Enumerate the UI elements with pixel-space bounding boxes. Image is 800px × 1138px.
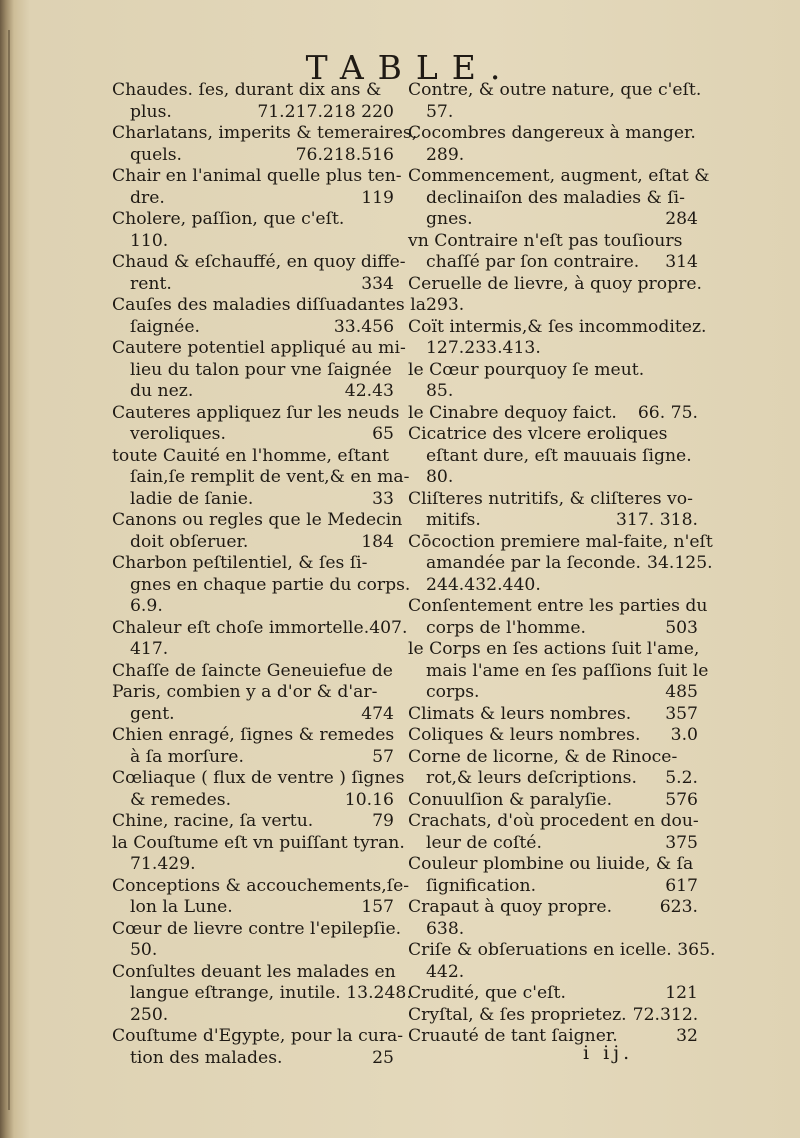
index-line [408, 381, 698, 403]
index-line-text: Conſentement entre les parties du [408, 596, 708, 616]
index-line [408, 338, 698, 360]
index-line [112, 510, 403, 532]
index-line [112, 790, 394, 812]
index-line-text: la Couſtume eſt vn puiſſant tyran. [112, 832, 405, 853]
index-line-text: rent. [130, 273, 172, 294]
index-line [408, 467, 698, 489]
index-line [408, 360, 698, 382]
index-line-text: quels. [130, 144, 183, 165]
index-line [408, 854, 698, 876]
index-line [112, 704, 394, 726]
index-line-text: Ceruelle de lievre, à quoy propre. [408, 273, 702, 294]
index-line [112, 295, 426, 317]
index-line [112, 381, 394, 403]
index-line [112, 962, 394, 984]
index-line-page-ref: 3.0 [670, 725, 698, 745]
index-line [408, 510, 698, 532]
index-column-left [112, 80, 426, 1069]
index-line-text: 6.9. [130, 596, 163, 616]
index-line-text: 417. [130, 639, 169, 659]
index-line [408, 446, 698, 468]
index-line-page-ref: 121 [665, 983, 698, 1003]
index-line-text: Crudité, que c'eſt. [408, 983, 566, 1003]
index-line [408, 919, 698, 941]
index-line-text: Coït intermis,& ſes incommoditez. [408, 316, 707, 337]
index-line [408, 983, 698, 1005]
index-line-text: ladie de ſanie. [130, 488, 254, 509]
index-line [408, 790, 698, 812]
index-line-text: lon la Lune. [130, 897, 233, 917]
index-line [112, 145, 394, 167]
index-line-text: Coliques & leurs nombres. [408, 725, 641, 745]
index-line-text: declinaiſon des maladies & ſi- [426, 187, 685, 208]
index-line-text: dre. [130, 187, 165, 208]
index-line-text: 289. [426, 144, 465, 165]
index-line-page-ref: 617 [665, 875, 698, 896]
index-line-text: Cliſteres nutritifs, & cliſteres vo- [408, 488, 693, 509]
index-line [112, 918, 402, 941]
index-line [408, 102, 698, 124]
index-line-text: Chien enragé, ſignes & remedes [112, 725, 395, 745]
index-line [112, 252, 406, 274]
index-line-text: Chair en l'animal quelle plus ten- [112, 166, 402, 186]
index-line [112, 747, 394, 769]
index-line [112, 983, 412, 1005]
index-line [408, 273, 702, 296]
index-line-text: lieu du talon pour vne ſaignée [130, 359, 392, 380]
signature-mark: i ij. [583, 1042, 634, 1064]
index-line-page-ref: 79 [372, 811, 394, 831]
index-line-page-ref: 317. 318. [615, 510, 698, 530]
index-line-text: Crachats, d'où procedent en dou- [408, 811, 699, 831]
index-line-text: Contre, & outre nature, que c'eſt. [408, 80, 702, 100]
index-line-text: 85. [426, 381, 454, 401]
index-line [112, 639, 394, 661]
index-line-text: & remedes. [130, 789, 232, 810]
index-line [112, 123, 418, 145]
index-line-text: toute Cauité en l'homme, eſtant [112, 445, 390, 466]
index-line-text: Cruauté de tant ſaigner. [408, 1026, 618, 1046]
index-line [408, 1026, 698, 1048]
index-line [408, 897, 698, 919]
index-line [408, 531, 713, 554]
index-line [408, 639, 698, 661]
index-line [408, 1005, 698, 1027]
index-line-text: le Cœur pourquoy ſe meut. [408, 359, 645, 380]
index-line [112, 1048, 394, 1070]
index-line-page-ref: 503 [665, 617, 698, 638]
index-line [112, 338, 406, 360]
index-line [408, 123, 698, 145]
index-line [408, 725, 698, 747]
index-line-text: Commencement, augment, eſtat & [408, 166, 710, 186]
index-line-text: Cōcoction premiere mal-faite, n'eſt [408, 531, 713, 552]
index-line-text: Crapaut à quoy propre. [408, 897, 613, 917]
index-line-text: Conſultes deuant les malades en [112, 961, 396, 982]
index-line-page-ref: 33.456 [333, 316, 394, 337]
index-line [408, 295, 698, 317]
index-line [112, 832, 405, 855]
index-line-text: vn Contraire n'eſt pas touſiours [408, 230, 683, 251]
index-column-right [408, 80, 716, 1048]
index-line-text: 80. [426, 467, 454, 487]
index-line-text: Chaudes. ſes, durant dix ans & [112, 80, 382, 100]
index-line [112, 188, 394, 210]
index-line-page-ref: 34.125. [647, 553, 713, 573]
index-line [112, 1026, 404, 1048]
index-line-text: doit obſeruer. [130, 531, 249, 552]
index-line-page-ref: 71.217.218 220 [257, 101, 394, 122]
index-line [408, 940, 716, 962]
index-line-page-ref: 314 [665, 252, 698, 272]
index-line [408, 403, 698, 425]
index-line-page-ref: 5.2. [665, 768, 698, 788]
index-line-text: eſtant dure, eſt mauuais ſigne. [426, 445, 692, 466]
index-line [112, 553, 394, 575]
index-line-text: du nez. [130, 381, 194, 401]
index-line-page-ref: 66. 75. [637, 402, 698, 423]
index-line [408, 209, 698, 231]
index-line [408, 489, 698, 511]
index-line-page-ref: 334 [361, 273, 394, 294]
index-line [408, 747, 698, 769]
index-line [408, 80, 702, 102]
index-line [408, 188, 698, 210]
index-line [112, 574, 411, 597]
index-line-text: le Corps en ſes actions ſuit l'ame, [408, 639, 700, 659]
index-line [112, 940, 394, 962]
index-line [112, 897, 394, 919]
index-line [112, 80, 394, 102]
index-line-text: gnes en chaque partie du corps. [130, 574, 411, 595]
index-line-page-ref: 32 [676, 1026, 698, 1046]
index-line [408, 618, 698, 640]
index-line-page-ref: 42.43 [344, 381, 394, 401]
index-line [408, 704, 698, 726]
index-line-text: Criſe & obſeruations en icelle. 365. [408, 940, 716, 960]
index-line [408, 231, 698, 253]
index-line-page-ref: 357 [665, 703, 698, 724]
index-line-text: Cœur de lievre contre l'epilepſie. [112, 918, 402, 939]
index-line [408, 768, 698, 790]
index-line-text: Charbon peſtilentiel, & ſes ſi- [112, 553, 368, 573]
index-line [112, 446, 394, 468]
page-title: TABLE. [305, 48, 515, 87]
index-line-text: Couſtume d'Egypte, pour la cura- [112, 1026, 404, 1046]
index-line-page-ref: 57 [372, 746, 394, 767]
index-line [112, 1005, 394, 1027]
index-line [112, 231, 394, 253]
index-line-text: corps de l'homme. [426, 617, 586, 638]
index-line-page-ref: 25 [372, 1047, 394, 1068]
index-line [408, 316, 707, 339]
index-line [112, 682, 394, 704]
index-line [408, 833, 698, 855]
index-line-text: à ſa morſure. [130, 746, 244, 767]
index-line [112, 360, 394, 382]
index-line-text: rot,& leurs deſcriptions. [426, 768, 637, 788]
index-line [112, 166, 402, 188]
index-line-text: gent. [130, 703, 175, 724]
index-line-text: Cicatrice des vlcere eroliques [408, 424, 668, 444]
index-line-page-ref: 576 [665, 789, 698, 810]
index-line [408, 682, 698, 704]
index-line [112, 617, 408, 640]
index-line [112, 811, 394, 833]
index-line-text: Cryſtal, & ſes proprietez. [408, 1004, 627, 1025]
index-line-page-ref: 623. [659, 897, 698, 917]
index-line-text: Chaſſe de ſaincte Geneuiefue de [112, 660, 393, 681]
index-line-text: le Cinabre dequoy faict. [408, 402, 617, 423]
index-line-text: Charlatans, imperits & temeraires, [112, 123, 418, 143]
index-line [112, 768, 405, 790]
index-line [408, 660, 709, 683]
index-line [112, 532, 394, 554]
index-line-text: 638. [426, 918, 465, 939]
index-line [408, 553, 713, 575]
index-line-text: 71.429. [130, 854, 196, 874]
index-line-page-ref: 284 [665, 209, 698, 229]
index-line-text: Cocombres dangereux à manger. [408, 123, 696, 143]
index-line [112, 725, 394, 747]
index-line [112, 596, 394, 618]
index-line [408, 876, 698, 898]
index-line [408, 575, 698, 597]
index-line [112, 661, 394, 683]
index-line-text: Cauteres appliquez ſur les neuds [112, 402, 400, 423]
index-line-text: 442. [426, 961, 465, 982]
index-line-text: ſignification. [426, 875, 537, 896]
index-line-text: Chaleur eſt choſe immortelle.407. [112, 617, 408, 638]
index-line-page-ref: 33 [372, 488, 394, 509]
index-line-page-ref: 119 [361, 187, 394, 208]
index-line-text: Corne de licorne, & de Rinoce- [408, 746, 678, 767]
index-line [112, 854, 394, 876]
index-line-page-ref: 375 [665, 832, 698, 853]
index-line [112, 274, 394, 296]
index-line-page-ref: 485 [665, 682, 698, 702]
index-line [408, 811, 698, 833]
index-line [408, 145, 698, 167]
index-line [112, 489, 394, 511]
index-line [408, 596, 708, 618]
index-line-text: 57. [426, 101, 454, 122]
index-line-page-ref: 65 [372, 424, 394, 444]
index-line [408, 962, 698, 984]
index-line-page-ref: 10.16 [344, 789, 394, 810]
index-line-text: leur de coſté. [426, 832, 542, 853]
index-line-text: Cauſes des maladies diſſuadantes la [112, 295, 426, 315]
index-line [112, 209, 394, 231]
index-line [112, 875, 410, 898]
index-line-text: ſain,ſe remplit de vent,& en ma- [130, 467, 410, 487]
index-line-text: Cholere, paſſion, que c'eſt. [112, 209, 345, 229]
index-line-text: veroliques. [130, 424, 226, 444]
index-line-text: Chine, racine, ſa vertu. [112, 811, 314, 831]
index-line-text: amandée par la ſeconde. [426, 553, 642, 573]
index-line-text: Canons ou regles que le Medecin [112, 510, 403, 530]
index-line-text: chaſſé par ſon contraire. [426, 252, 640, 272]
index-line [112, 424, 394, 446]
index-line-page-ref: 76.218.516 [295, 144, 394, 165]
index-line-text: langue eſtrange, inutile. 13.248. [130, 983, 412, 1003]
index-line [408, 166, 710, 188]
index-line-text: 50. [130, 940, 158, 960]
index-line [408, 424, 698, 446]
binding-edge [8, 30, 10, 1110]
index-line-text: mitifs. [426, 510, 481, 530]
index-line-text: Paris, combien y a d'or & d'ar- [112, 682, 378, 702]
index-line-text: Climats & leurs nombres. [408, 703, 632, 724]
index-line-text: 250. [130, 1004, 169, 1025]
index-line-page-ref: 474 [361, 703, 394, 724]
index-line-text: Cœliaque ( flux de ventre ) ſignes [112, 768, 405, 788]
index-line-text: 110. [130, 230, 169, 251]
index-line-text: Cautere potentiel appliqué au mi- [112, 338, 406, 358]
index-line [112, 402, 400, 425]
index-line-page-ref: 184 [361, 531, 394, 552]
index-line-text: 244.432.440. [426, 574, 541, 595]
index-line-text: 293. [426, 295, 465, 315]
index-line-text: gnes. [426, 209, 473, 229]
index-line-page-ref: 157 [361, 897, 394, 917]
index-line-text: mais l'ame en ſes paſſions ſuit le [426, 660, 709, 681]
index-line-page-ref: 72.312. [632, 1004, 699, 1025]
index-line [112, 467, 410, 489]
index-line-text: tion des malades. [130, 1047, 283, 1068]
index-line [112, 317, 394, 339]
index-line-text: plus. [130, 101, 172, 122]
index-line-text: corps. [426, 682, 480, 702]
index-line-text: Chaud & eſchauffé, en quoy diffe- [112, 252, 406, 272]
index-line [112, 102, 394, 124]
index-line-text: 127.233.413. [426, 338, 541, 358]
index-line-text: ſaignée. [130, 316, 200, 337]
index-line-text: Couleur plombine ou liuide, & ſa [408, 854, 694, 874]
index-line [408, 252, 698, 274]
index-line-text: Conceptions & accouchements,ſe- [112, 875, 410, 896]
index-line-text: Conuulſion & paralyſie. [408, 789, 613, 810]
